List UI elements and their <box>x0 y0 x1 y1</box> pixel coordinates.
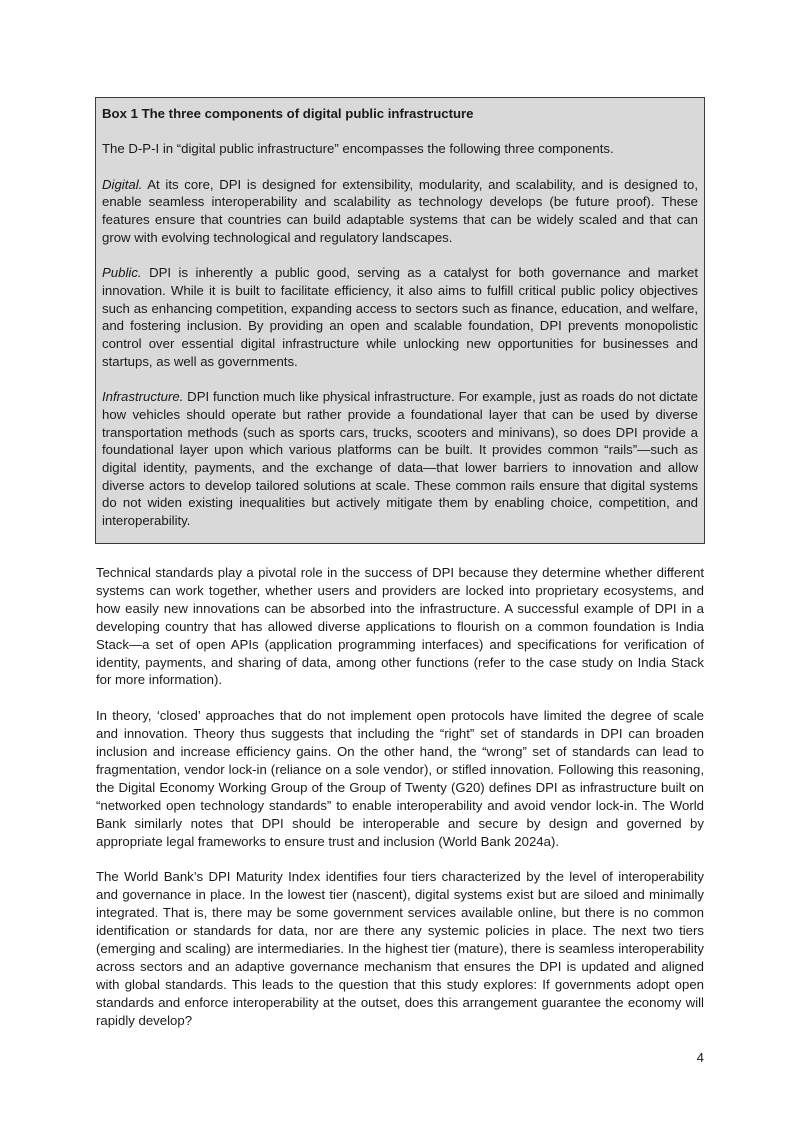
box-component-digital <box>102 176 698 247</box>
body-text <box>96 564 704 1047</box>
box-1 <box>95 97 705 544</box>
component-text: At its core, DPI is designed for extensibility, modularity, and scalability, and is designed to, enable seamless interoperability and scalability as technology develops (be future proof). These features ensure that countries can build adaptable systems that can be widely scaled and that can grow with evolving technological and regulatory landscapes. <box>102 176 698 245</box>
component-term: Infrastructure. <box>102 389 184 405</box>
paragraph-technical-standards: Technical standards play a pivotal role in the success of DPI because they determine whether different systems can work together, whether users and providers are locked into proprietary ecosystems, and how easily new innovations can be absorbed into the infrastructure. A successful example of DPI in a developing country that has allowed diverse applications to flourish on a common foundation is India Stack—a set of open APIs (application programming interfaces) and specifications for verification of identity, payments, and sharing of data, among other functions (refer to the case study on India Stack for more information). <box>96 565 704 688</box>
component-text: DPI is inherently a public good, serving as a catalyst for both governance and market innovation. While it is built to facilitate efficiency, it also aims to fulfill critical public policy objectives such as enhancing competition, expanding access to sectors such as finance, education, and welfare, and fostering inclusion. By providing an open and scalable foundation, DPI prevents monopolistic control over essential digital infrastructure while unlocking new opportunities for businesses and startups, as well as governments. <box>102 265 698 369</box>
box-intro: The D-P-I in “digital public infrastructure” encompasses the following three components. <box>102 141 614 157</box>
component-term: Digital. <box>102 176 143 192</box>
paragraph-maturity-index: The World Bank’s DPI Maturity Index identifies four tiers characterized by the level of interoperability and governance in place. In the lowest tier (nascent), digital systems exist but are siloed and minimally integrated. That is, there may be some government services available online, but there is no common identification or standards for data, nor are there any systemic policies in place. The next two tiers (emerging and scaling) are intermediaries. In the highest tier (mature), there is seamless interoperability across sectors and an adaptive governance mechanism that ensures the DPI is updated and aligned with global standards. This leads to the question that this study explores: If governments adopt open standards and enforce interoperability at the outset, does this arrangement guarantee the economy will rapidly develop? <box>96 869 704 1028</box>
paragraph-closed-approaches: In theory, ‘closed’ approaches that do not implement open protocols have limited the degree of scale and innovation. Theory thus suggests that including the “right” set of standards in DPI can broaden inclusion and increase efficiency gains. On the other hand, the “wrong” set of standards can lead to fragmentation, vendor lock-in (reliance on a sole vendor), or stifled innovation. Following this reasoning, the Digital Economy Working Group of the Group of Twenty (G20) defines DPI as infrastructure built on “networked open technology standards” to enable interoperability and avoid vendor lock-in. The World Bank similarly notes that DPI should be interoperable and secure by design and governed by appropriate legal frameworks to ensure trust and inclusion (World Bank 2024a). <box>96 708 704 849</box>
component-term: Public. <box>102 265 142 281</box>
box-component-infrastructure <box>102 388 698 530</box>
box-title: Box 1 The three components of digital public infrastructure <box>102 106 474 121</box>
component-text: DPI function much like physical infrastructure. For example, just as roads do not dictate how vehicles should operate but rather provide a foundational layer that can be used by diverse transportation methods (such as sports cars, trucks, scooters and minivans), so does DPI provide a foundational layer upon which various platforms can be built. It provides common “rails”—such as digital identity, payments, and the exchange of data—that lower barriers to innovation and allow diverse actors to develop tailored solutions at scale. These common rails ensure that digital systems do not widen existing inequalities but actively mitigate them by enabling choice, competition, and interoperability. <box>102 389 698 529</box>
box-component-public <box>102 264 698 370</box>
page-number: 4 <box>696 1050 704 1065</box>
